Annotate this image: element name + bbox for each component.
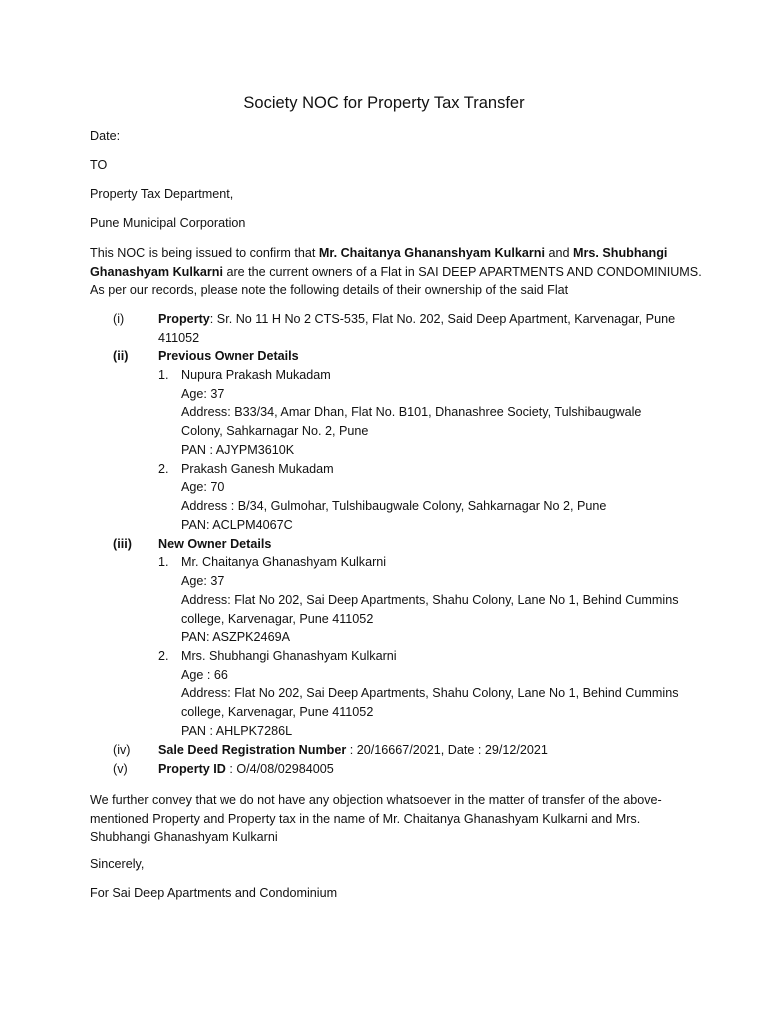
prev-owner-1-address-2: Colony, Sahkarnagar No. 2, Pune <box>181 424 369 438</box>
prev-owner-2-name: Prakash Ganesh Mukadam <box>181 462 334 476</box>
new-owner-1-name: Mr. Chaitanya Ghanashyam Kulkarni <box>181 555 387 569</box>
owner-name-2a: Mrs. Shubhangi <box>572 246 668 260</box>
document-title: Society NOC for Property Tax Transfer <box>243 94 525 112</box>
new-owner-2-address-2: college, Karvenagar, Pune 411052 <box>181 705 374 719</box>
sale-deed-label: Sale Deed Registration Number <box>158 743 347 757</box>
new-owner-1-pan: PAN: ASZPK2469A <box>181 630 290 644</box>
owner-name-1: Mr. Chaitanya Ghananshyam Kulkarni <box>318 246 545 260</box>
prev-owner-1-name: Nupura Prakash Mukadam <box>181 368 331 382</box>
sale-deed-line <box>158 743 548 757</box>
new-owner-2-number: 2. <box>158 649 169 663</box>
prev-owner-2-pan: PAN: ACLPM4067C <box>181 518 293 532</box>
closing-line-1: We further convey that we do not have any objection whatsoever in the matter of transfer of the above- <box>90 793 662 807</box>
new-owner-2-pan: PAN : AHLPK7286L <box>181 724 293 738</box>
intro-paragraph <box>90 244 702 300</box>
property-id-label: Property ID <box>158 762 226 776</box>
intro-text-2: and <box>544 246 573 260</box>
closing-line-3: Shubhangi Ghanashyam Kulkarni <box>90 830 278 845</box>
item-number-i: (i) <box>113 312 125 326</box>
owner-name-2b: Ghanashyam Kulkarni <box>90 264 223 279</box>
sale-deed-text: : 20/16667/2021, Date : 29/12/2021 <box>346 743 548 757</box>
prev-owner-2-age: Age: 70 <box>181 480 225 494</box>
prev-owner-1-age: Age: 37 <box>181 387 225 401</box>
property-line-2: 411052 <box>158 331 200 345</box>
intro-text-4: As per our records, please note the following details of their ownership of the said Flat <box>90 283 569 298</box>
prev-owner-2-address: Address : B/34, Gulmohar, Tulshibaugwale Colony, Sahkarnagar No 2, Pune <box>181 499 607 513</box>
sincerely-text: Sincerely, <box>90 857 145 871</box>
new-owner-2-age: Age : 66 <box>181 668 228 682</box>
property-text: : Sr. No 11 H No 2 CTS-535, Flat No. 202, Said Deep Apartment, Karvenagar, Pune <box>209 312 676 326</box>
property-id-text: : O/4/08/02984005 <box>229 762 334 776</box>
prev-owner-1-number: 1. <box>158 368 169 382</box>
intro-text-1: This NOC is being issued to confirm that <box>90 246 319 260</box>
item-number-v: (v) <box>113 762 128 776</box>
new-owner-2-address-1: Address: Flat No 202, Sai Deep Apartments, Shahu Colony, Lane No 1, Behind Cummins <box>181 686 679 700</box>
date-label: Date: <box>90 129 121 143</box>
prev-owner-1-address-1: Address: B33/34, Amar Dhan, Flat No. B101, Dhanashree Society, Tulshibaugwale <box>181 405 642 419</box>
closing-paragraph <box>90 791 690 847</box>
property-line <box>158 312 675 326</box>
prev-owner-2-number: 2. <box>158 462 169 476</box>
item-number-iv: (iv) <box>113 743 131 757</box>
closing-line-2: mentioned Property and Property tax in the name of Mr. Chaitanya Ghanashyam Kulkarni and Mrs. <box>90 811 641 826</box>
item-number-ii: (ii) <box>113 349 129 363</box>
new-owner-2-name: Mrs. Shubhangi Ghanashyam Kulkarni <box>181 649 397 663</box>
new-owner-1-age: Age: 37 <box>181 574 225 588</box>
item-number-iii: (iii) <box>113 537 132 551</box>
property-label: Property <box>158 312 210 326</box>
new-owner-1-address-1: Address: Flat No 202, Sai Deep Apartments, Shahu Colony, Lane No 1, Behind Cummins <box>181 593 679 607</box>
addressee-line-2: Pune Municipal Corporation <box>90 216 246 230</box>
new-owner-heading: New Owner Details <box>158 537 272 551</box>
previous-owner-heading: Previous Owner Details <box>158 349 299 363</box>
new-owner-1-number: 1. <box>158 555 169 569</box>
prev-owner-1-pan: PAN : AJYPM3610K <box>181 443 295 457</box>
to-label: TO <box>90 158 108 172</box>
addressee-line-1: Property Tax Department, <box>90 187 234 201</box>
property-id-line <box>158 762 334 776</box>
signoff-text: For Sai Deep Apartments and Condominium <box>90 886 338 900</box>
new-owner-1-address-2: college, Karvenagar, Pune 411052 <box>181 612 374 626</box>
intro-text-3: are the current owners of a Flat in SAI DEEP APARTMENTS AND CONDOMINIUMS. <box>222 264 702 279</box>
